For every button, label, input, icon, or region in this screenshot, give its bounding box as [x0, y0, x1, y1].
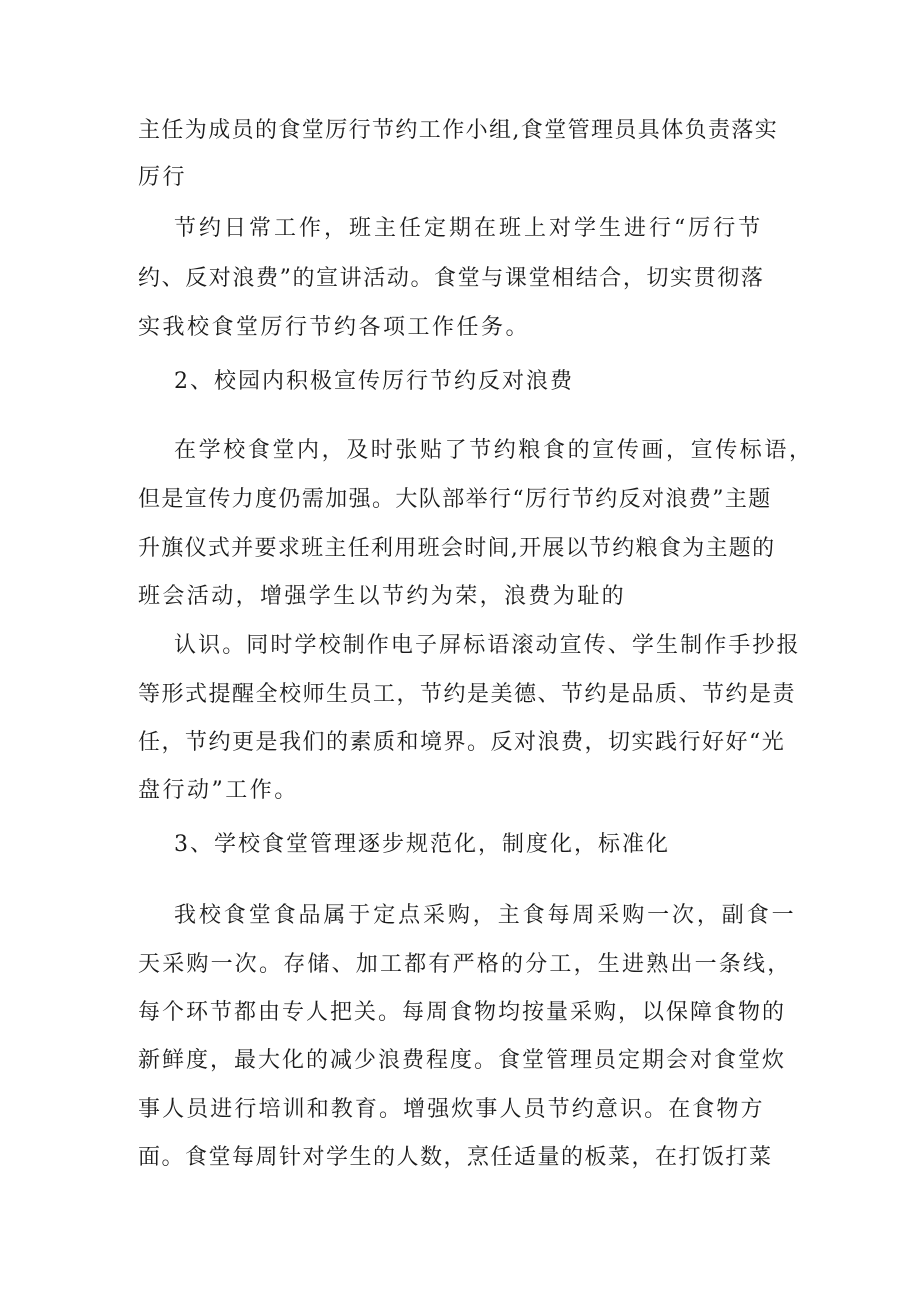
text-line: 面。食堂每周针对学生的人数，烹任适量的板菜，在打饭打菜 — [138, 1145, 773, 1170]
text-line: 实我校食堂厉行节约各项工作任务。 — [138, 315, 531, 340]
text-line: 事人员进行培训和教育。增强炊事人员节约意识。在食物方 — [138, 1097, 765, 1122]
text-line: 盘行动”工作。 — [138, 778, 299, 803]
text-line: 我校食堂食品属于定点采购，主食每周采购一次，副食一 — [174, 903, 797, 928]
text-line: 天采购一次。存储、加工都有严格的分工，生进熟出一条线， — [138, 952, 792, 977]
text-line: 任，节约更是我们的素质和境界。反对浪费，切实践行好好“光 — [138, 730, 786, 755]
text-line: 等形式提醒全校师生员工，节约是美德、节约是品质、节约是责 — [138, 682, 797, 707]
text-line: 班会活动，增强学生以节约为荣，浪费为耻的 — [138, 584, 627, 609]
text-line: 节约日常工作，班主任定期在班上对学生进行“厉行节 — [174, 216, 764, 241]
section-heading: 2、校园内积极宣传厉行节约反对浪费 — [174, 369, 574, 394]
text-line: 约、反对浪费”的宣讲活动。食堂与课堂相结合，切实贯彻落 — [138, 266, 765, 291]
text-line: 每个环节都由专人把关。每周食物均按量采购，以保障食物的 — [138, 1000, 787, 1025]
text-line: 认识。同时学校制作电子屏标语滚动宣传、学生制作手抄报 — [174, 633, 801, 658]
text-line: 新鲜度，最大化的减少浪费程度。食堂管理员定期会对食堂炊 — [138, 1048, 787, 1073]
text-line: 升旗仪式并要求班主任利用班会时间,开展以节约粮食为主题的 — [138, 536, 776, 561]
text-line: 主任为成员的食堂厉行节约工作小组,食堂管理员具体负责落实 — [138, 118, 779, 143]
section-heading: 3、学校食堂管理逐步规范化，制度化，标准化 — [174, 832, 670, 857]
text-line: 厉行 — [138, 165, 188, 190]
text-line: 在学校食堂内，及时张贴了节约粮食的宣传画，宣传标语， — [174, 438, 814, 463]
text-line: 但是宣传力度仍需加强。大队部举行“厉行节约反对浪费”主题 — [138, 487, 772, 512]
